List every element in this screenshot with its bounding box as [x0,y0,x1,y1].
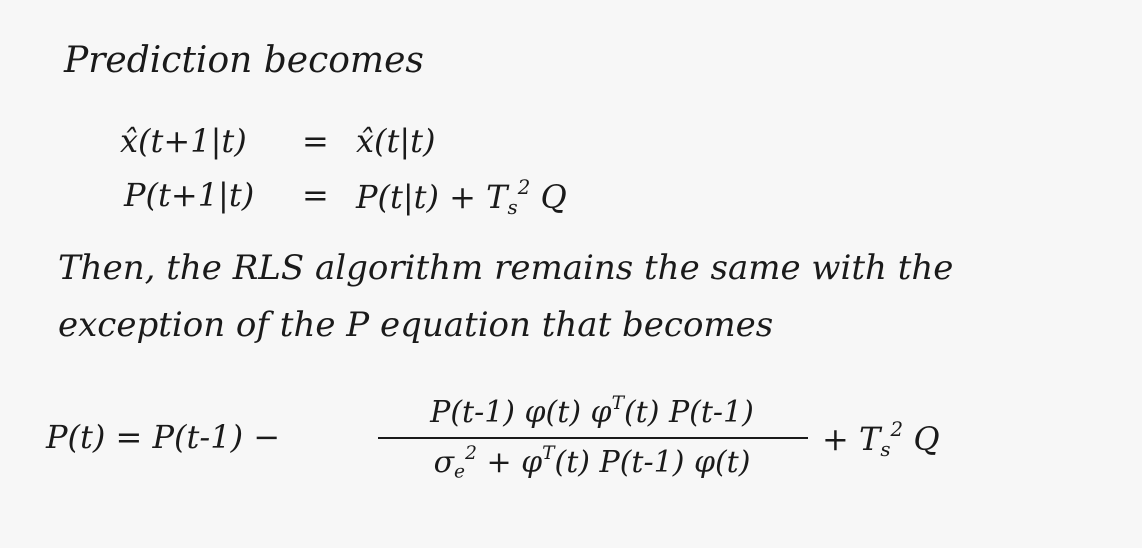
num-a: P(t-1) φ(t) φ [430,395,612,431]
eq2-rhs [356,176,567,219]
den-sup2: T [542,443,555,464]
eq2-rhs-sup: 2 [517,176,531,199]
tail-sub: s [880,437,891,461]
heading: Prediction becomes [64,40,424,81]
tail-a: + T [822,419,881,458]
den-b: + φ [486,445,543,481]
eq1-equals: = [302,122,329,160]
tail-sup: 2 [890,418,904,441]
den-sup: 2 [465,443,477,464]
den-a: σ [433,445,455,481]
fraction-bar [378,437,808,439]
eq2-rhs-main: P(t|t) + T [356,177,508,216]
final-tail [822,418,940,461]
num-sup: T [611,393,624,414]
den-sub: e [454,461,466,483]
eq1-lhs: x̂(t+1|t) [120,122,247,160]
eq2-equals: = [302,176,329,214]
eq2-rhs-sub: s [507,195,518,219]
eq2-lhs: P(t+1|t) [124,176,255,214]
num-b: (t) P(t-1) [623,395,754,431]
text-line-1: Then, the RLS algorithm remains the same with the [58,248,954,288]
den-c: (t) P(t-1) φ(t) [554,445,751,481]
tail-b: Q [913,419,940,458]
eq1-rhs: x̂(t|t) [356,122,436,160]
fraction-denominator [372,443,812,483]
final-lhs: P(t) = P(t-1) − [46,418,281,456]
text-line-2: exception of the P equation that becomes [58,305,774,345]
fraction-numerator [372,393,812,430]
eq2-rhs-end: Q [540,177,567,216]
